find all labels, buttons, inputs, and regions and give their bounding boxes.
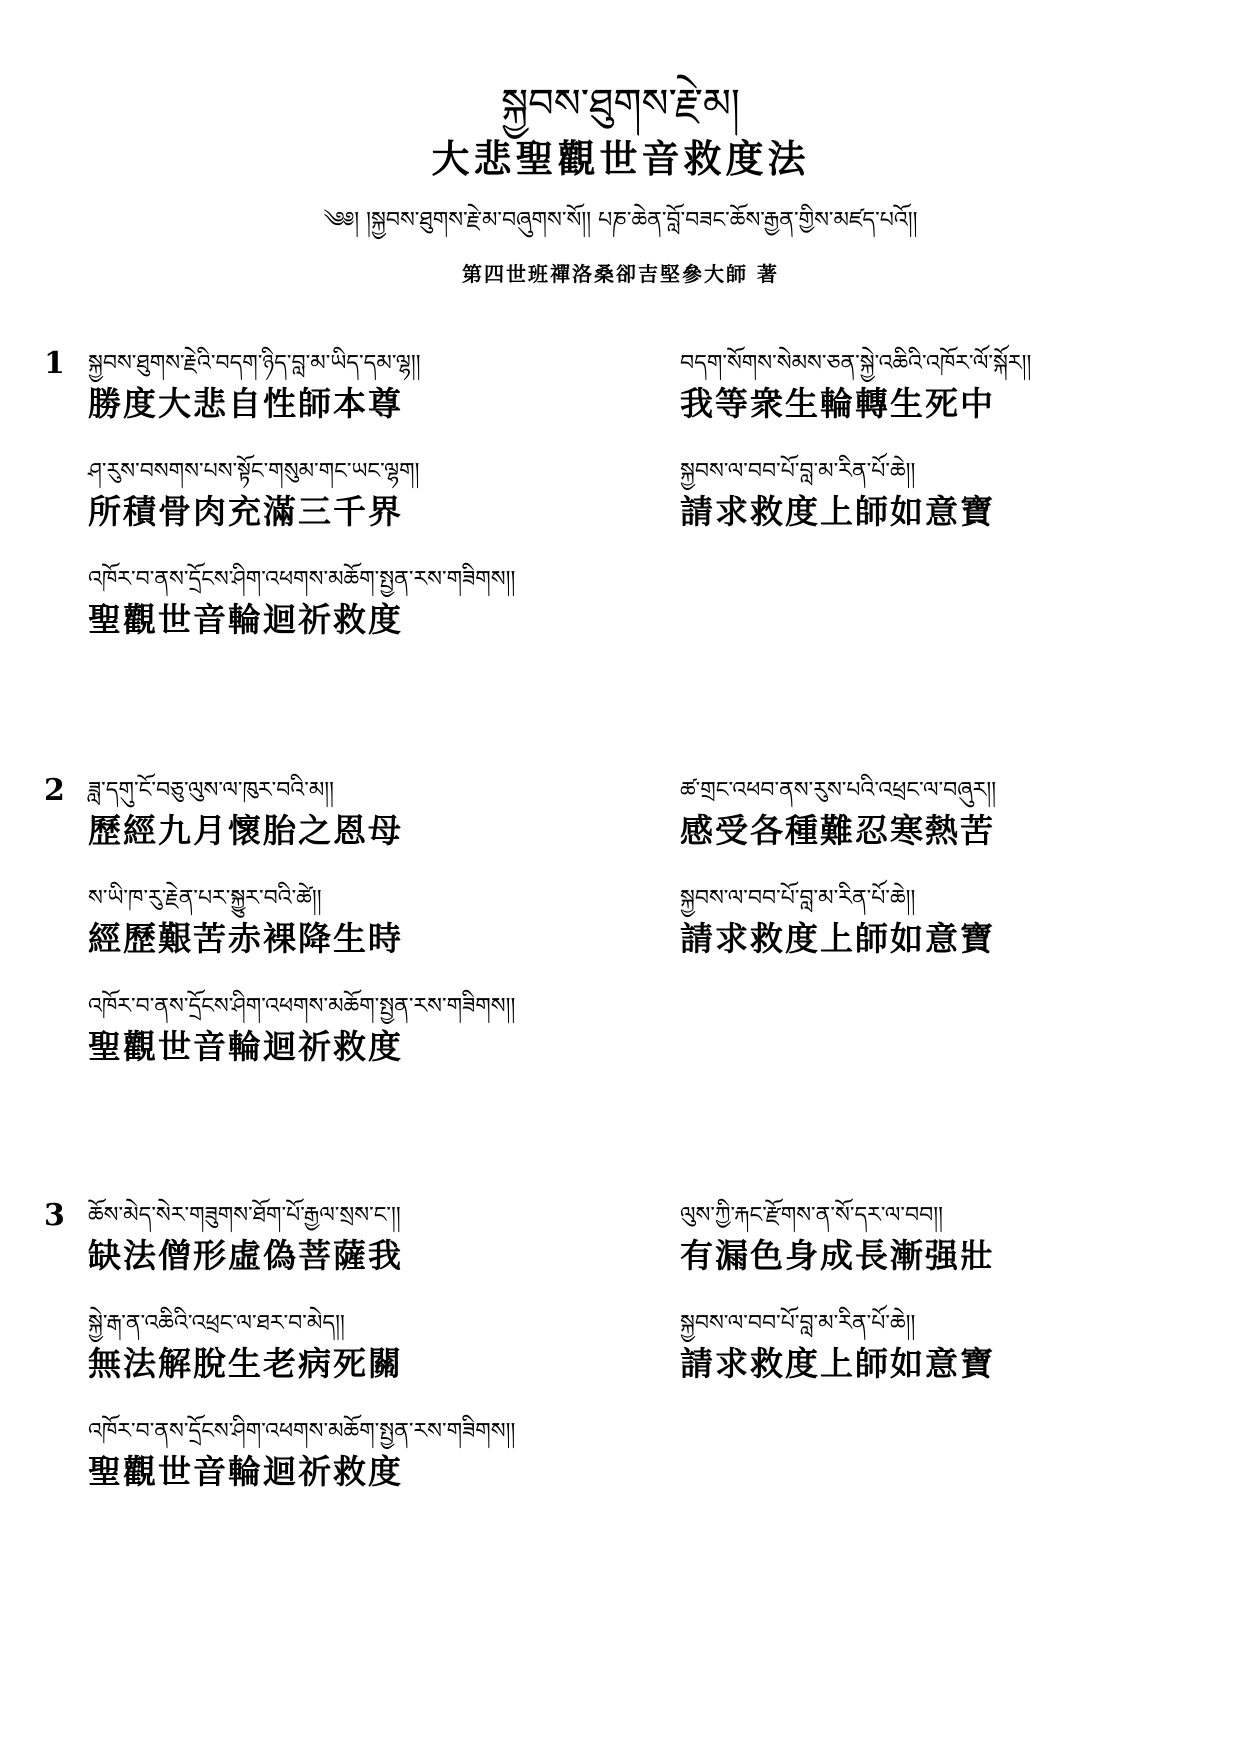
verse-line <box>680 881 995 961</box>
verse-line <box>88 346 421 426</box>
verse-number: 1 <box>44 346 65 381</box>
tibetan-text: སྐྱེ་རྒ་ན་འཆིའི་འཕྲང་ལ་ཐར་བ་མེད།། <box>88 1311 345 1336</box>
title-tibetan: སྐྱབས་ཐུགས་རྗེ་མ། <box>501 81 740 127</box>
verse-line <box>88 1306 403 1386</box>
tibetan-text: སྐྱབས་ལ་བབ་པོ་བླ་མ་རིན་པོ་ཆེ།། <box>680 1311 916 1336</box>
chinese-text: 感受各種難忍寒熱苦 <box>680 811 995 850</box>
verse-line <box>680 1198 995 1278</box>
tibetan-text: འཁོར་བ་ནས་དྲོངས་ཤིག་འཕགས་མཆོག་སྤྱན་རས་གཟིགས།། <box>88 567 516 592</box>
chinese-text: 聖觀世音輪迴祈救度 <box>88 600 403 639</box>
chinese-text: 歷經九月懷胎之恩母 <box>88 811 403 850</box>
tibetan-text: བདག་སོགས་སེམས་ཅན་སྐྱེ་འཆིའི་འཁོར་ལོ་སྐོར།། <box>680 351 1032 376</box>
chinese-text: 請求救度上師如意寶 <box>680 492 995 531</box>
verse-line <box>680 1306 995 1386</box>
chinese-text: 請求救度上師如意寶 <box>680 1344 995 1383</box>
tibetan-text: སྐྱབས་ལ་བབ་པོ་བླ་མ་རིན་པོ་ཆེ།། <box>680 459 916 484</box>
tibetan-text: སྐྱབས་ཐུགས་རྗེའི་བདག་ཉིད་བླ་མ་ཡིད་དམ་ལྷ།། <box>88 351 421 376</box>
verse-line <box>88 989 515 1069</box>
tibetan-text: ས་ཡི་ཁ་རུ་རྗེན་པར་སྐྱུར་བའི་ཚེ།། <box>88 886 322 911</box>
verse-1 <box>0 346 1241 676</box>
chinese-text: 勝度大悲自性師本尊 <box>88 384 403 423</box>
verse-line <box>88 454 420 534</box>
subtitle-tibetan: ༄༅། །སྐྱབས་ཐུགས་རྗེ་མ་བཞུགས་སོ།། པཎ་ཆེན་བློ་བཟང་ཆོས་རྒྱན་གྱིས་མཛད་པའོ།། <box>323 208 918 233</box>
verse-line <box>88 1414 515 1494</box>
verse-2 <box>0 773 1241 1103</box>
verse-number: 3 <box>44 1198 65 1233</box>
title-chinese: 大悲聖觀世音救度法 <box>431 137 810 181</box>
verse-3 <box>0 1198 1241 1528</box>
verse-number: 2 <box>44 773 65 808</box>
verse-line <box>88 1198 403 1278</box>
verse-line <box>88 881 403 961</box>
verse-line <box>680 346 1031 426</box>
chinese-text: 我等衆生輪轉生死中 <box>680 384 995 423</box>
tibetan-text: སྐྱབས་ལ་བབ་པོ་བླ་མ་རིན་པོ་ཆེ།། <box>680 886 916 911</box>
verse-line <box>88 773 403 853</box>
chinese-text: 聖觀世音輪迴祈救度 <box>88 1027 403 1066</box>
author-line: 第四世班禪洛桑卻吉堅參大師 著 <box>462 262 779 286</box>
verse-line <box>88 562 515 642</box>
tibetan-text: ཤ་རུས་བསགས་པས་སྟོང་གསུམ་གང་ཡང་ལྷག། <box>88 459 420 484</box>
tibetan-text: ཟླ་དགུ་ངོ་བཅུ་ལུས་ལ་ཁུར་བའི་མ།། <box>88 778 335 803</box>
chinese-text: 無法解脫生老病死關 <box>88 1344 403 1383</box>
tibetan-text: ཆོས་མེད་སེར་གཟུགས་ཐོག་པོ་རྒྱལ་སྲས་ང་།། <box>88 1203 401 1228</box>
chinese-text: 請求救度上師如意寶 <box>680 919 995 958</box>
tibetan-text: འཁོར་བ་ནས་དྲོངས་ཤིག་འཕགས་མཆོག་སྤྱན་རས་གཟིགས།། <box>88 1419 516 1444</box>
tibetan-text: ཚ་གྲང་འཕབ་ནས་རུས་པའི་འཕྲང་ལ་བཞུར།། <box>680 778 997 803</box>
tibetan-text: འཁོར་བ་ནས་དྲོངས་ཤིག་འཕགས་མཆོག་སྤྱན་རས་གཟིགས།། <box>88 994 516 1019</box>
chinese-text: 所積骨肉充滿三千界 <box>88 492 403 531</box>
verse-line <box>680 454 995 534</box>
tibetan-text: ལུས་ཀྱི་རྐང་རྫོགས་ན་སོ་དར་ལ་བབ།། <box>680 1203 943 1228</box>
chinese-text: 缺法僧形虛偽菩薩我 <box>88 1236 403 1275</box>
chinese-text: 聖觀世音輪迴祈救度 <box>88 1452 403 1491</box>
verse-line <box>680 773 996 853</box>
chinese-text: 有漏色身成長漸强壯 <box>680 1236 995 1275</box>
chinese-text: 經歷艱苦赤裸降生時 <box>88 919 403 958</box>
